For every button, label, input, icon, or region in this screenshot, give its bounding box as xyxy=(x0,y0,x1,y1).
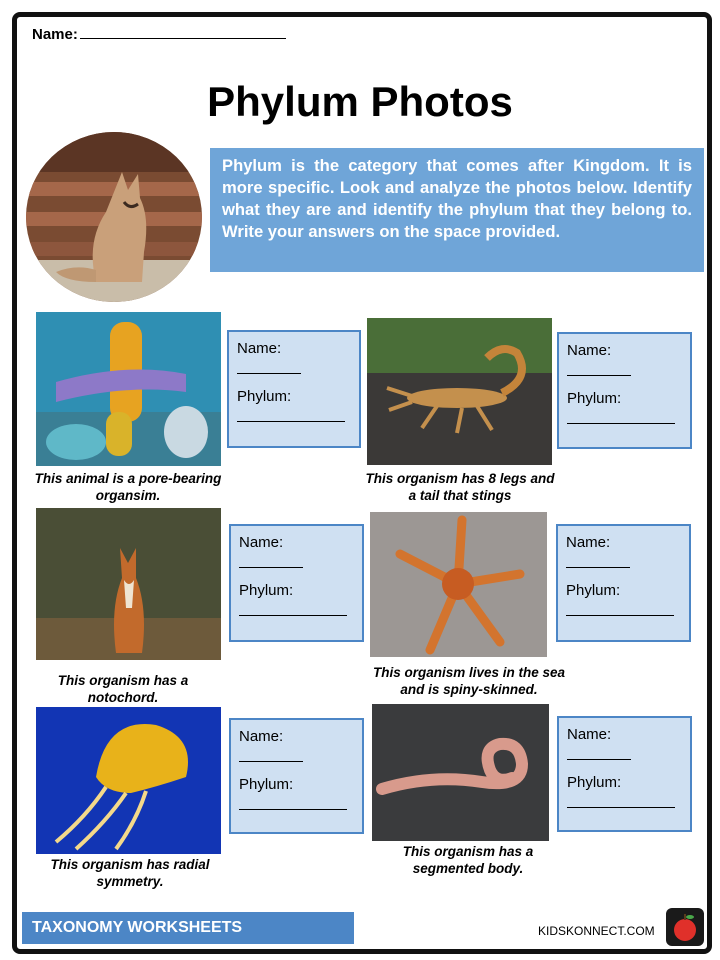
name-label: Name: xyxy=(237,340,282,357)
photo-caption: This organism has a segmented body. xyxy=(402,844,534,876)
phylum-answer-blank[interactable] xyxy=(567,791,675,808)
name-answer-blank[interactable] xyxy=(239,551,303,568)
student-name-field[interactable] xyxy=(32,26,286,43)
phylum-answer-blank[interactable] xyxy=(239,599,347,616)
phylum-label: Phylum: xyxy=(239,582,294,599)
photo-caption: This organism has a notochord. xyxy=(57,673,189,705)
photo-caption: This organism lives in the sea and is spiny-skinned. xyxy=(372,665,566,697)
name-label: Name: xyxy=(566,534,611,551)
scorpion-photo xyxy=(367,318,552,465)
phylum-answer-blank[interactable] xyxy=(567,407,675,424)
name-answer-blank[interactable] xyxy=(567,359,631,376)
page-title: Phylum Photos xyxy=(207,78,513,125)
name-label: Name: xyxy=(239,728,284,745)
footer-site: KIDSKONNECT.COM xyxy=(538,924,655,938)
fox-photo xyxy=(36,508,221,660)
starfish-photo xyxy=(370,512,547,657)
name-answer-blank[interactable] xyxy=(239,745,303,762)
phylum-label: Phylum: xyxy=(237,388,292,405)
apple-logo-icon xyxy=(666,908,704,946)
name-label: Name: xyxy=(567,726,612,743)
answer-box[interactable] xyxy=(557,332,692,449)
intro-text: Phylum is the category that comes after Kingdom. It is more specific. Look and analyze the photos below. Identify what they are and identify the phylum that they belong to. Write your answers on the space provided. xyxy=(210,148,704,272)
fox-circle-photo xyxy=(26,132,202,302)
phylum-answer-blank[interactable] xyxy=(237,405,345,422)
answer-box[interactable] xyxy=(557,716,692,832)
photo-caption: This organism has 8 legs and a tail that stings xyxy=(365,471,555,503)
phylum-label: Phylum: xyxy=(567,390,622,407)
answer-box[interactable] xyxy=(229,718,364,834)
name-answer-blank[interactable] xyxy=(566,551,630,568)
answer-box[interactable] xyxy=(229,524,364,642)
sea-sponge-photo xyxy=(36,312,221,466)
phylum-label: Phylum: xyxy=(239,776,294,793)
answer-box[interactable] xyxy=(227,330,361,448)
answer-box[interactable] xyxy=(556,524,691,642)
name-label: Name: xyxy=(567,342,612,359)
jellyfish-photo xyxy=(36,707,221,854)
name-label: Name: xyxy=(239,534,284,551)
name-answer-blank[interactable] xyxy=(237,357,301,374)
name-blank[interactable] xyxy=(80,26,286,39)
phylum-label: Phylum: xyxy=(566,582,621,599)
name-answer-blank[interactable] xyxy=(567,743,631,760)
phylum-label: Phylum: xyxy=(567,774,622,791)
photo-caption: This organism has radial symmetry. xyxy=(50,857,210,889)
segmented-worm-photo xyxy=(372,704,549,841)
footer-series-banner: TAXONOMY WORKSHEETS xyxy=(22,912,354,944)
phylum-answer-blank[interactable] xyxy=(566,599,674,616)
name-label: Name: xyxy=(32,26,78,43)
photo-caption: This animal is a pore-bearing organsim. xyxy=(34,471,222,503)
phylum-answer-blank[interactable] xyxy=(239,793,347,810)
